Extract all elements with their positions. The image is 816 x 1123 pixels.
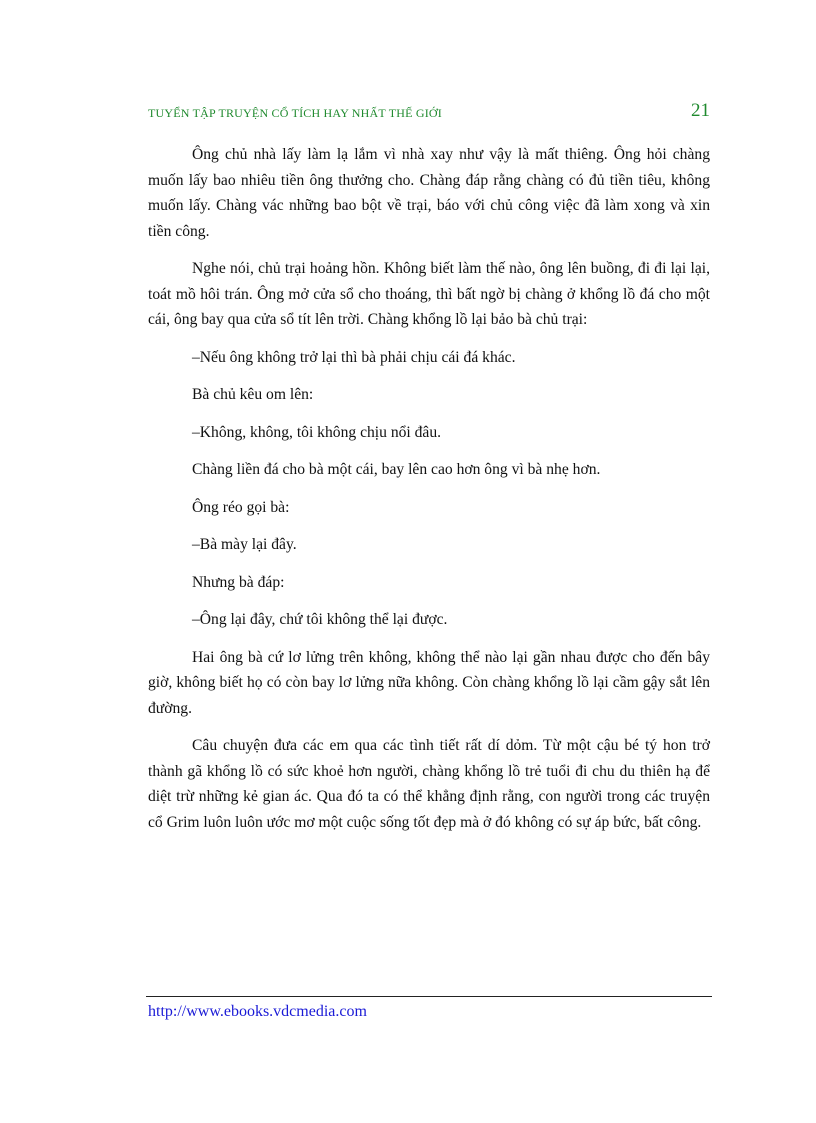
page-number: 21 [691,100,710,121]
paragraph-1: Ông chủ nhà lấy làm lạ lắm vì nhà xay như vậy là mất thiêng. Ông hỏi chàng muốn lấy bao nhiêu tiền ông thưởng cho. Chàng đáp rằng chàng có đủ tiền tiêu, không muốn lấy. Chàng vác những bao bột về trại, báo với chủ công việc đã làm xong và xin tiền công. [148,146,710,240]
dialogue-line: –Nếu ông không trở lại thì bà phải chịu cái đá khác. [192,348,516,366]
narration-line: Chàng liền đá cho bà một cái, bay lên cao hơn ông vì bà nhẹ hơn. [192,461,601,478]
footer-divider [146,996,712,997]
dialogue-line: –Ông lại đây, chứ tôi không thể lại được. [192,611,448,628]
paragraph-12: Câu chuyện đưa các em qua các tình tiết rất dí dỏm. Từ một cậu bé tý hon trở thành gã khổng lồ có sức khoẻ hơn người, chàng khổng lồ trẻ tuổi đi chu du thiên hạ để diệt trừ những kẻ gian ác. Qua đó ta có thể khẳng định rằng, con người trong các truyện cổ Grim luôn luôn ước mơ một cuộc sống tốt đẹp mà ở đó không có sự áp bức, bất công. [148,737,710,831]
narration-line: Nhưng bà đáp: [192,573,285,591]
dialogue-line: –Bà mày lại đây. [192,536,297,553]
narration-line: Bà chủ kêu om lên: [192,386,314,403]
paragraph-2: Nghe nói, chủ trại hoảng hồn. Không biết làm thế nào, ông lên buồng, đi đi lại lại, toát mồ hôi trán. Ông mở cửa sổ cho thoáng, thì bất ngờ bị chàng ở khổng lồ đá cho một cái, ông bay qua cửa sổ tít lên trời. Chàng khổng lồ lại bảo bà chủ trại: [148,260,710,328]
paragraph-11: Hai ông bà cứ lơ lửng trên không, không thể nào lại gần nhau được cho đến bây giờ, không biết họ có còn bay lơ lửng nữa không. Còn chàng khổng lồ lại cầm gậy sắt lên đường. [148,648,710,717]
running-header [148,100,710,126]
header-title: TUYỂN TẬP TRUYỆN CỔ TÍCH HAY NHẤT THẾ GIỚI [148,106,442,120]
narration-line: Ông réo gọi bà: [192,498,290,516]
dialogue-line: –Không, không, tôi không chịu nổi đâu. [192,423,442,441]
footer-website-link[interactable]: http://www.ebooks.vdcmedia.com [148,1003,367,1020]
body-text [148,142,710,847]
